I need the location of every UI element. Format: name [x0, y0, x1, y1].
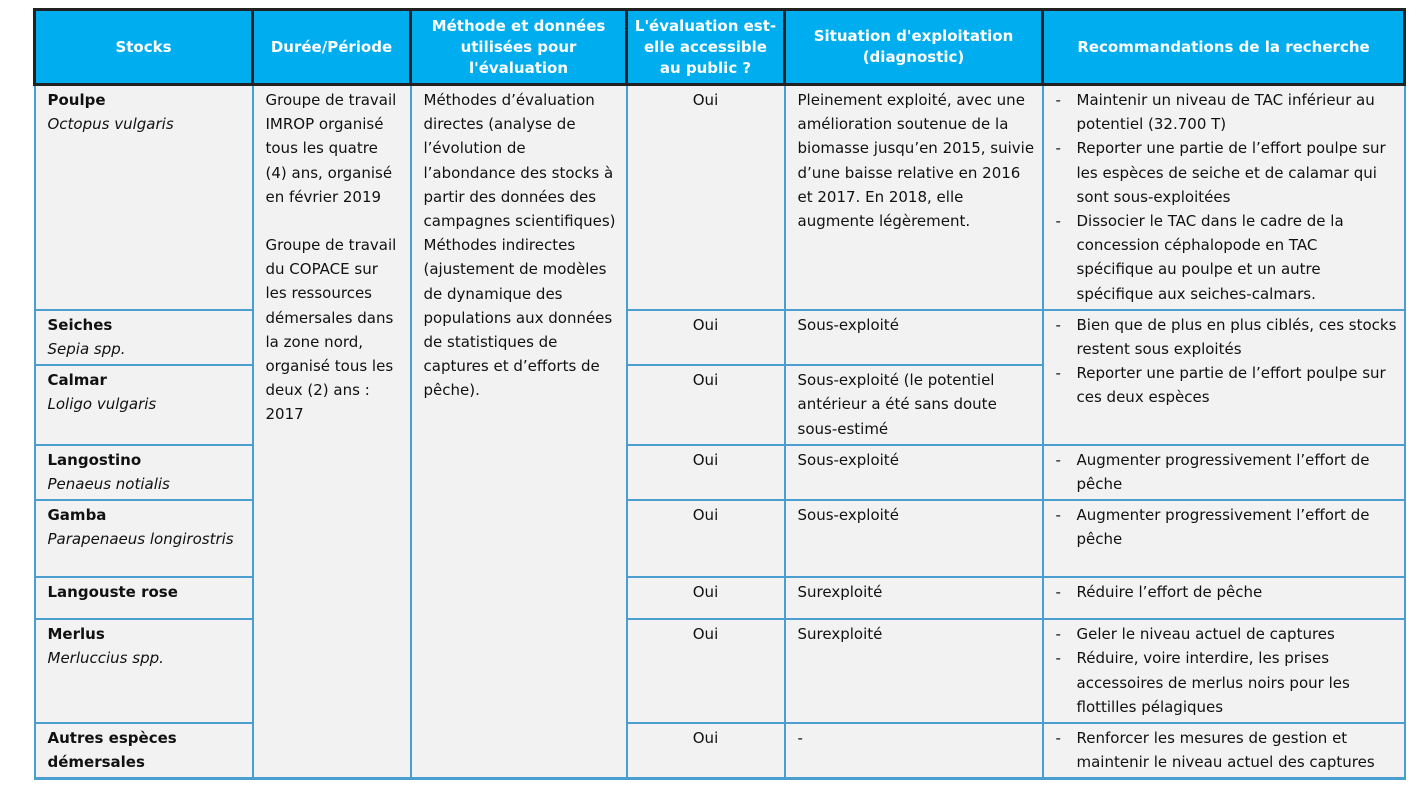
stock-scientific-name: Merluccius spp. [47, 649, 164, 668]
header-duree: Durée/Période [253, 10, 411, 85]
stock-cell-gamba [35, 500, 253, 577]
access-cell-calmar: Oui [627, 365, 785, 445]
methode-directes: Méthodes d’évaluation directes (analyse de l’évolution de l’abondance des stocks à partir des données des campagnes scientifiques) [423, 91, 616, 231]
stocks-assessment-table-wrapper [33, 8, 1403, 780]
recommendation-item: - Reporter une partie de l’effort poulpe sur ces deux espèces [1056, 361, 1398, 409]
table-row-langostino [35, 445, 1405, 500]
table-row-autres [35, 723, 1405, 779]
stock-cell-calmar [35, 365, 253, 445]
recs-cell-gamba [1043, 500, 1405, 577]
table-row-merlus [35, 619, 1405, 723]
recs-cell-autres [1043, 723, 1405, 779]
recommendation-item: - Maintenir un niveau de TAC inférieur au potentiel (32.700 T) [1056, 88, 1398, 136]
situation-cell-poulpe: Pleinement exploité, avec une amélioration soutenue de la biomasse jusqu’en 2015, suivie d’une baisse relative en 2016 et 2017. En 2018, elle augmente légèrement. [785, 85, 1043, 310]
header-methode: Méthode et données utilisées pour l'évaluation [411, 10, 627, 85]
stock-scientific-name: Penaeus notialis [47, 475, 170, 494]
stock-cell-poulpe [35, 85, 253, 310]
access-cell-langouste: Oui [627, 577, 785, 619]
stock-cell-langouste [35, 577, 253, 619]
recommendation-item: - Bien que de plus en plus ciblés, ces stocks restent sous exploités [1056, 313, 1398, 361]
table-row-poulpe [35, 85, 1405, 310]
header-row [35, 10, 1405, 85]
stock-scientific-name: Sepia spp. [47, 340, 126, 359]
stock-scientific-name: Loligo vulgaris [47, 395, 157, 414]
recommendation-item: - Reporter une partie de l’effort poulpe sur les espèces de seiche et de calamar qui sont sous-exploitées [1056, 136, 1398, 209]
recs-cell-seiches-calmar [1043, 310, 1405, 445]
recs-cell-langouste [1043, 577, 1405, 619]
recs-cell-poulpe [1043, 85, 1405, 310]
recommendation-item: - Augmenter progressivement l’effort de pêche [1056, 448, 1398, 496]
stock-scientific-name: Octopus vulgaris [47, 115, 174, 134]
recs-cell-langostino [1043, 445, 1405, 500]
table-row-seiches [35, 310, 1405, 365]
situation-cell-langouste: Surexploité [785, 577, 1043, 619]
recommendation-item: - Geler le niveau actuel de captures [1056, 622, 1398, 646]
table-row-langouste [35, 577, 1405, 619]
situation-cell-calmar: Sous-exploité (le potentiel antérieur a été sans doute sous-estimé [785, 365, 1043, 445]
situation-cell-autres: - [785, 723, 1043, 779]
stock-cell-langostino [35, 445, 253, 500]
situation-cell-langostino: Sous-exploité [785, 445, 1043, 500]
access-cell-merlus: Oui [627, 619, 785, 723]
header-stocks: Stocks [35, 10, 253, 85]
header-situation: Situation d'exploitation (diagnostic) [785, 10, 1043, 85]
stock-name: Gamba [47, 506, 107, 525]
stock-cell-seiches [35, 310, 253, 365]
situation-cell-merlus: Surexploité [785, 619, 1043, 723]
header-recommandations: Recommandations de la recherche [1043, 10, 1405, 85]
duree-cell [253, 85, 411, 779]
duree-imrop: Groupe de travail IMROP organisé tous les quatre (4) ans, organisé en février 2019 [265, 91, 397, 206]
table-row-gamba [35, 500, 1405, 577]
methode-cell [411, 85, 627, 779]
situation-cell-seiches: Sous-exploité [785, 310, 1043, 365]
access-cell-autres: Oui [627, 723, 785, 779]
stock-name: Merlus [47, 625, 105, 644]
methode-indirectes: Méthodes indirectes (ajustement de modèles de dynamique des populations aux données de statistiques de captures et d’efforts de pêche). [423, 236, 613, 400]
stock-name: Langouste rose [47, 583, 178, 602]
stocks-assessment-table [33, 8, 1406, 780]
stock-name: Poulpe [47, 91, 106, 109]
duree-copace: Groupe de travail du COPACE sur les ressources démersales dans la zone nord, organisé tous les deux (2) ans : 2017 [265, 236, 397, 424]
stock-cell-autres [35, 723, 253, 779]
recommendation-item: - Réduire, voire interdire, les prises accessoires de merlus noirs pour les flottilles pélagiques [1056, 646, 1398, 719]
access-cell-langostino: Oui [627, 445, 785, 500]
stock-name: Calmar [47, 371, 107, 390]
recs-cell-merlus [1043, 619, 1405, 723]
access-cell-poulpe: Oui [627, 85, 785, 310]
access-cell-seiches: Oui [627, 310, 785, 365]
stock-name: Langostino [47, 450, 142, 469]
stock-scientific-name: Parapenaeus longirostris [47, 530, 234, 549]
recommendation-item: - Augmenter progressivement l’effort de pêche [1056, 503, 1398, 551]
recommendation-item: - Réduire l’effort de pêche [1056, 580, 1398, 604]
stock-cell-merlus [35, 619, 253, 723]
header-accessible: L'évaluation est-elle accessible au public ? [627, 10, 785, 85]
recommendation-item: - Dissocier le TAC dans le cadre de la concession céphalopode en TAC spécifique au poulpe et un autre spécifique aux seiches-calmars. [1056, 209, 1398, 306]
recommendation-item: - Renforcer les mesures de gestion et maintenir le niveau actuel des captures [1056, 726, 1398, 774]
stock-name: Seiches [47, 315, 113, 334]
stock-name: Autres espèces démersales [47, 729, 177, 772]
situation-cell-gamba: Sous-exploité [785, 500, 1043, 577]
access-cell-gamba: Oui [627, 500, 785, 577]
